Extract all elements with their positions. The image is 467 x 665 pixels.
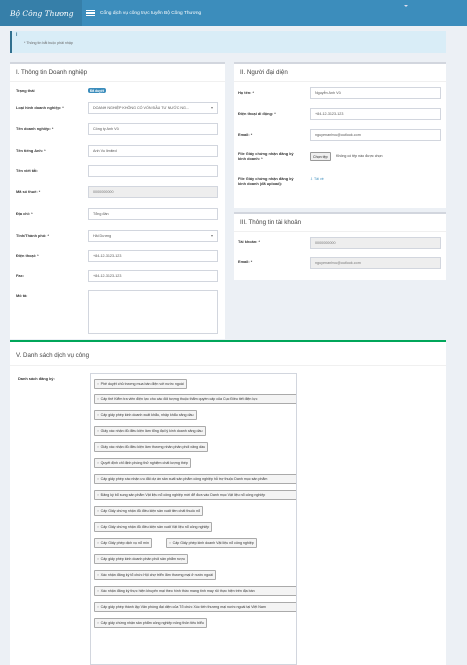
username-label: Tài khoản: * [238, 239, 261, 244]
short-name-input[interactable] [88, 165, 218, 177]
enterprise-type-value: DOANH NGHIỆP KHÔNG CÓ VỐN ĐẦU TƯ NƯỚC NG... [93, 106, 189, 110]
mobile-label: Điện thoại di động: * [238, 111, 276, 116]
remove-tag-icon[interactable]: × [97, 477, 100, 481]
chevron-down-icon [211, 235, 213, 237]
enterprise-info-title: I. Thông tin Doanh nghiệp [16, 69, 88, 76]
province-select[interactable] [88, 230, 218, 242]
fax-input[interactable]: +84-12-3123-123 [88, 270, 218, 282]
service-tag[interactable]: × Xác nhận đăng ký tổ chức Hội chợ triển lãm thương mại ở nước ngoài [94, 570, 216, 580]
status-label: Trạng thái [16, 88, 35, 93]
username-input: 0000000000 [310, 237, 441, 249]
province-value: Hải Dương [93, 234, 112, 238]
account-email-label: Email: * [238, 259, 253, 264]
enterprise-name-label: Tên doanh nghiệp: * [16, 126, 54, 131]
remove-tag-icon[interactable]: × [97, 541, 100, 545]
description-label: Mô tả: [16, 293, 28, 298]
remove-tag-icon[interactable]: × [97, 382, 100, 386]
service-tag[interactable]: × Cấp giấy phép thành lập Văn phòng đại diện của Tổ chức Xúc tiến thương mại nước ngoài tại Việt Nam [94, 602, 297, 612]
service-tag[interactable]: × Giấy xác nhận đủ điều kiện làm thương nhân phân phối xăng dầu [94, 442, 208, 452]
service-tag[interactable]: × Cấp Giấy phép dịch vụ nổ mìn [94, 538, 152, 548]
license-file-label: File Giấy chứng nhận đăng ký kinh doanh: * [238, 151, 294, 161]
choose-file-button[interactable]: Chọn tệp [310, 152, 331, 161]
full-name-label: Họ tên: * [238, 90, 254, 95]
representative-panel [234, 62, 446, 208]
account-title: III. Thông tin tài khoản [240, 219, 302, 226]
remove-tag-icon[interactable]: × [97, 589, 100, 593]
no-file-chosen-text: Không có tệp nào được chọn [336, 154, 383, 158]
site-title: Cổng dịch vụ công trực tuyến Bộ Công Thương [100, 10, 202, 16]
remove-tag-icon[interactable]: × [97, 445, 100, 449]
remove-tag-icon[interactable]: × [97, 573, 100, 577]
enterprise-name-input[interactable]: Công ty Anh Vũ [88, 123, 218, 135]
service-tag[interactable]: × Giấy xác nhận đủ điều kiện làm tổng đại lý kinh doanh xăng dầu [94, 426, 206, 436]
menu-toggle-icon[interactable] [86, 10, 95, 16]
chevron-down-icon [211, 107, 213, 109]
enterprise-type-select[interactable] [88, 102, 218, 114]
tax-code-input: 0000000000 [88, 186, 218, 198]
download-icon: ⇩ [310, 177, 314, 181]
account-email-input: nguyenanhvu@outlook.com [310, 257, 441, 269]
notice-text: * Thông tin bắt buộc phải nhập [24, 41, 73, 45]
top-navbar [0, 0, 467, 26]
service-tag[interactable]: × Cấp giấy phép kinh doanh phân phối sản phẩm rượu [94, 554, 188, 564]
remove-tag-icon[interactable]: × [97, 429, 100, 433]
remove-tag-icon[interactable]: × [97, 493, 100, 497]
required-notice [10, 31, 446, 53]
full-name-input[interactable]: Nguyễn Anh Vũ [310, 87, 441, 99]
logo[interactable]: Bộ Công Thương [0, 0, 82, 26]
remove-tag-icon[interactable]: × [97, 461, 100, 465]
service-tag[interactable]: × Cấp giấy phép kinh doanh xuất khẩu, nhập khẩu xăng dầu [94, 410, 197, 420]
status-badge: Đã duyệt [90, 88, 104, 93]
mobile-input[interactable]: +84-12-3123-123 [310, 108, 441, 120]
english-name-label: Tên tiếng Anh: * [16, 148, 46, 153]
service-tag[interactable]: × Cấp giấy phép xác nhận ưu đãi dự án sản xuất sản phẩm công nghiệp hỗ trợ thuộc Danh mục sản phẩm [94, 474, 297, 484]
service-tag[interactable]: × Quyết định chỉ định phòng thử nghiệm chất lượng thép [94, 458, 191, 468]
short-name-label: Tên viết tắt: [16, 168, 38, 173]
service-tag[interactable]: × Cấp Giấy chứng nhận đủ điều kiện sản xuất tiền chất thuốc nổ [94, 506, 203, 516]
fax-label: Fax: [16, 273, 24, 278]
service-tag[interactable]: × Cấp Giấy chứng nhận đủ điều kiện sản xuất Vật liệu nổ công nghiệp [94, 522, 212, 532]
province-label: Tỉnh/Thành phố: * [16, 233, 50, 238]
remove-tag-icon[interactable]: × [97, 605, 100, 609]
remove-tag-icon[interactable]: × [97, 509, 100, 513]
tax-code-label: Mã số thuế: * [16, 189, 41, 194]
english-name-input[interactable]: Anh Vu limited [88, 145, 218, 157]
service-tag[interactable]: × Cấp thẻ Kiểm tra viên điện lực cho các đối tượng thuộc thẩm quyền cấp của Cục Điều tiết điện lực [94, 394, 297, 404]
service-tag[interactable]: × Đăng ký bổ sung sản phẩm Vật liệu nổ công nghiệp mới để đưa vào Danh mục Vật liệu nổ công nghiệp [94, 490, 297, 500]
rep-email-label: Email: * [238, 132, 253, 137]
remove-tag-icon[interactable]: × [97, 557, 100, 561]
remove-tag-icon[interactable]: × [97, 397, 100, 401]
registered-list-label: Danh sách đăng ký: [18, 376, 55, 381]
user-menu-caret-icon[interactable] [404, 5, 408, 7]
info-icon: i [16, 32, 18, 38]
rep-email-input[interactable]: nguyenanhvu@outlook.com [310, 129, 441, 141]
service-tag[interactable]: × Xác nhận đăng ký thực hiện khuyến mại theo hình thức mang tính may rủi thực hiện trên địa bàn [94, 586, 297, 596]
description-textarea[interactable] [88, 290, 218, 334]
service-tag[interactable]: × Phê duyệt chủ trương mua bán điện với nước ngoài [94, 379, 187, 389]
phone-label: Điện thoại: * [16, 253, 39, 258]
service-tag[interactable]: × Cấp Giấy phép kinh doanh Vật liệu nổ công nghiệp [166, 538, 257, 548]
representative-title: II. Người đại diện [240, 69, 288, 76]
remove-tag-icon[interactable]: × [97, 621, 100, 625]
service-tags-select[interactable] [90, 373, 297, 665]
services-title: V. Danh sách dịch vụ công [16, 352, 90, 359]
remove-tag-icon[interactable]: × [169, 541, 172, 545]
service-tag[interactable]: × Cấp giấy chứng nhận sản phẩm công nghiệp nông thôn tiêu biểu [94, 618, 207, 628]
download-link[interactable]: ⇩ Tải về [310, 177, 324, 181]
address-input[interactable]: Tổng đàn [88, 208, 218, 220]
enterprise-type-label: Loại hình doanh nghiệp: * [16, 105, 64, 110]
enterprise-info-panel [10, 62, 225, 339]
phone-input[interactable]: +84-12-3123-123 [88, 250, 218, 262]
remove-tag-icon[interactable]: × [97, 525, 100, 529]
address-label: Địa chỉ: * [16, 211, 33, 216]
account-panel [234, 212, 446, 280]
remove-tag-icon[interactable]: × [97, 413, 100, 417]
license-uploaded-label: File Giấy chứng nhận đăng ký kinh doanh (đã upload): [238, 176, 294, 186]
